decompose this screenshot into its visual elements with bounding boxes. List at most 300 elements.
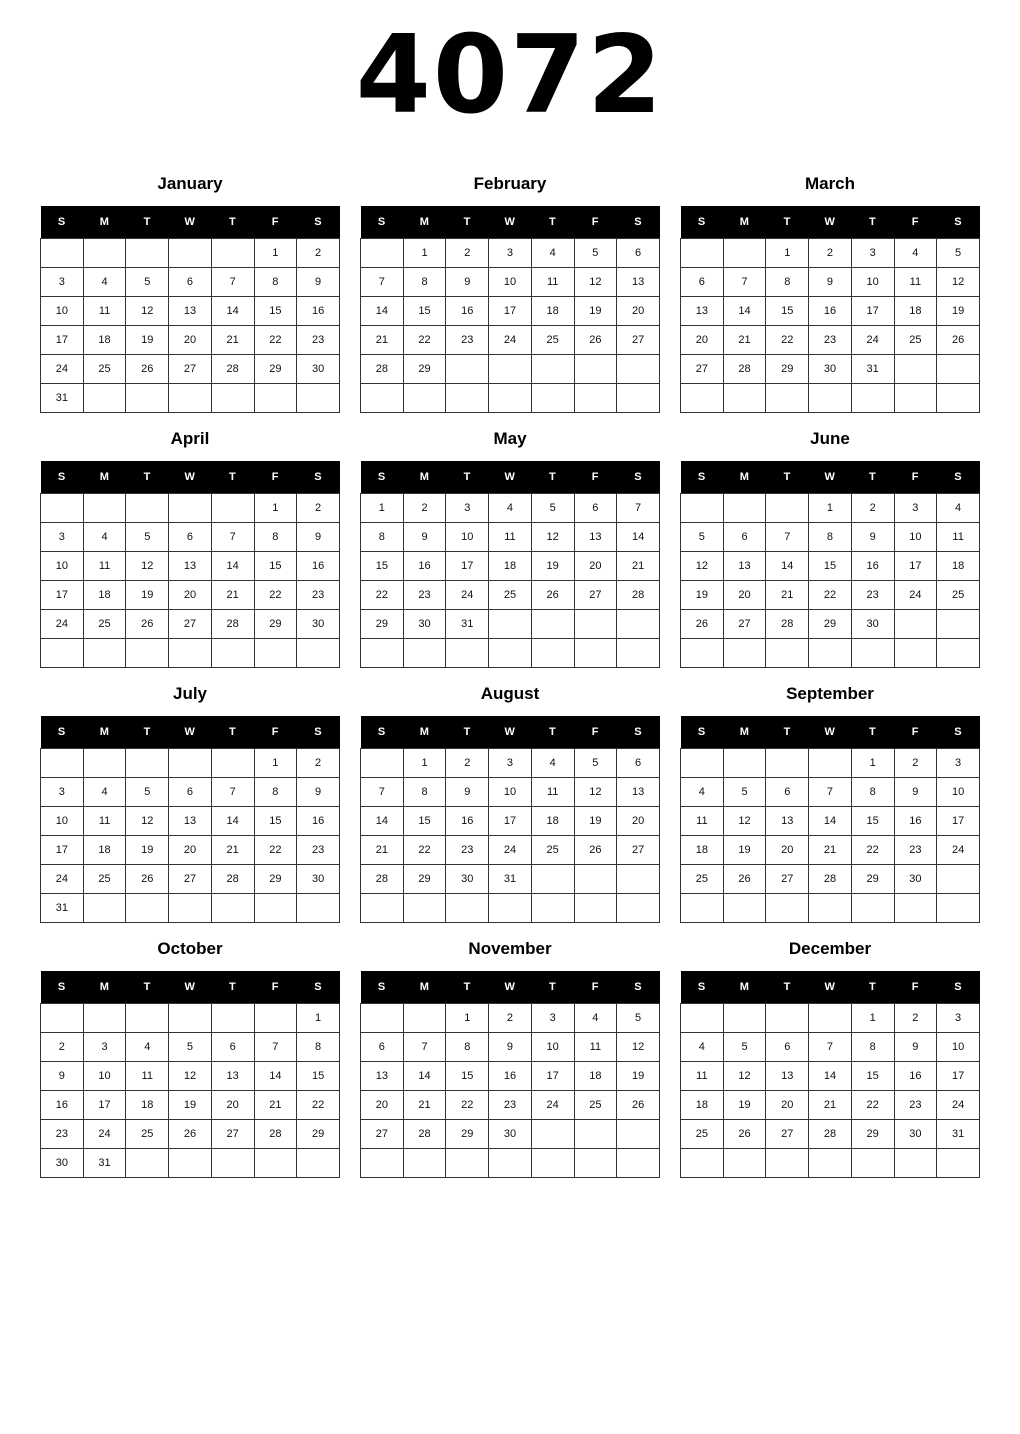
day-cell[interactable]: 4	[83, 268, 126, 297]
day-cell[interactable]: 16	[894, 807, 937, 836]
day-cell[interactable]: 31	[489, 865, 532, 894]
day-cell[interactable]: 17	[41, 836, 84, 865]
day-cell[interactable]: 19	[126, 581, 169, 610]
day-cell[interactable]: 11	[681, 1062, 724, 1091]
day-cell[interactable]: 6	[361, 1033, 404, 1062]
day-cell[interactable]: 3	[489, 749, 532, 778]
day-cell[interactable]: 20	[617, 297, 660, 326]
day-cell[interactable]: 5	[681, 523, 724, 552]
day-cell[interactable]: 6	[617, 239, 660, 268]
day-cell[interactable]: 3	[41, 268, 84, 297]
day-cell[interactable]: 12	[723, 807, 766, 836]
day-cell[interactable]: 7	[361, 778, 404, 807]
day-cell[interactable]: 12	[681, 552, 724, 581]
day-cell[interactable]: 5	[126, 778, 169, 807]
day-cell[interactable]: 30	[297, 610, 340, 639]
day-cell[interactable]: 12	[126, 552, 169, 581]
day-cell[interactable]: 1	[851, 749, 894, 778]
day-cell[interactable]: 13	[766, 1062, 809, 1091]
day-cell[interactable]: 4	[894, 239, 937, 268]
day-cell[interactable]: 31	[446, 610, 489, 639]
day-cell[interactable]: 17	[446, 552, 489, 581]
day-cell[interactable]: 26	[531, 581, 574, 610]
day-cell[interactable]: 2	[297, 494, 340, 523]
day-cell[interactable]: 4	[681, 1033, 724, 1062]
day-cell[interactable]: 24	[41, 355, 84, 384]
day-cell[interactable]: 13	[169, 297, 212, 326]
day-cell[interactable]: 19	[723, 1091, 766, 1120]
day-cell[interactable]: 5	[126, 268, 169, 297]
day-cell[interactable]: 11	[531, 778, 574, 807]
day-cell[interactable]: 2	[403, 494, 446, 523]
day-cell[interactable]: 26	[617, 1091, 660, 1120]
day-cell[interactable]: 31	[83, 1149, 126, 1178]
day-cell[interactable]: 9	[489, 1033, 532, 1062]
day-cell[interactable]: 15	[403, 297, 446, 326]
day-cell[interactable]: 12	[531, 523, 574, 552]
day-cell[interactable]: 11	[126, 1062, 169, 1091]
day-cell[interactable]: 30	[851, 610, 894, 639]
day-cell[interactable]: 23	[297, 581, 340, 610]
day-cell[interactable]: 18	[126, 1091, 169, 1120]
day-cell[interactable]: 19	[937, 297, 980, 326]
day-cell[interactable]: 14	[723, 297, 766, 326]
day-cell[interactable]: 11	[83, 297, 126, 326]
day-cell[interactable]: 8	[361, 523, 404, 552]
day-cell[interactable]: 3	[937, 749, 980, 778]
day-cell[interactable]: 28	[211, 865, 254, 894]
day-cell[interactable]: 18	[83, 326, 126, 355]
day-cell[interactable]: 10	[894, 523, 937, 552]
day-cell[interactable]: 16	[851, 552, 894, 581]
day-cell[interactable]: 1	[297, 1004, 340, 1033]
day-cell[interactable]: 3	[489, 239, 532, 268]
day-cell[interactable]: 26	[723, 865, 766, 894]
day-cell[interactable]: 21	[809, 836, 852, 865]
day-cell[interactable]: 25	[531, 836, 574, 865]
day-cell[interactable]: 27	[574, 581, 617, 610]
day-cell[interactable]: 24	[894, 581, 937, 610]
day-cell[interactable]: 19	[574, 807, 617, 836]
day-cell[interactable]: 3	[531, 1004, 574, 1033]
day-cell[interactable]: 6	[169, 268, 212, 297]
day-cell[interactable]: 5	[937, 239, 980, 268]
day-cell[interactable]: 14	[211, 807, 254, 836]
day-cell[interactable]: 14	[403, 1062, 446, 1091]
day-cell[interactable]: 31	[41, 894, 84, 923]
day-cell[interactable]: 6	[211, 1033, 254, 1062]
day-cell[interactable]: 10	[83, 1062, 126, 1091]
day-cell[interactable]: 4	[681, 778, 724, 807]
day-cell[interactable]: 16	[446, 297, 489, 326]
day-cell[interactable]: 9	[41, 1062, 84, 1091]
day-cell[interactable]: 27	[169, 355, 212, 384]
day-cell[interactable]: 20	[723, 581, 766, 610]
day-cell[interactable]: 29	[361, 610, 404, 639]
day-cell[interactable]: 18	[83, 581, 126, 610]
day-cell[interactable]: 6	[766, 778, 809, 807]
day-cell[interactable]: 25	[126, 1120, 169, 1149]
day-cell[interactable]: 19	[723, 836, 766, 865]
day-cell[interactable]: 23	[403, 581, 446, 610]
day-cell[interactable]: 2	[446, 749, 489, 778]
day-cell[interactable]: 24	[489, 326, 532, 355]
day-cell[interactable]: 13	[211, 1062, 254, 1091]
day-cell[interactable]: 14	[211, 297, 254, 326]
day-cell[interactable]: 29	[254, 865, 297, 894]
day-cell[interactable]: 22	[446, 1091, 489, 1120]
day-cell[interactable]: 16	[297, 552, 340, 581]
day-cell[interactable]: 6	[681, 268, 724, 297]
day-cell[interactable]: 1	[254, 239, 297, 268]
day-cell[interactable]: 18	[574, 1062, 617, 1091]
day-cell[interactable]: 21	[617, 552, 660, 581]
day-cell[interactable]: 5	[574, 239, 617, 268]
day-cell[interactable]: 30	[297, 865, 340, 894]
day-cell[interactable]: 20	[574, 552, 617, 581]
day-cell[interactable]: 13	[169, 807, 212, 836]
day-cell[interactable]: 13	[361, 1062, 404, 1091]
day-cell[interactable]: 26	[574, 836, 617, 865]
day-cell[interactable]: 11	[489, 523, 532, 552]
day-cell[interactable]: 31	[41, 384, 84, 413]
day-cell[interactable]: 26	[937, 326, 980, 355]
day-cell[interactable]: 9	[446, 268, 489, 297]
day-cell[interactable]: 1	[361, 494, 404, 523]
day-cell[interactable]: 8	[297, 1033, 340, 1062]
day-cell[interactable]: 8	[403, 268, 446, 297]
day-cell[interactable]: 28	[211, 610, 254, 639]
day-cell[interactable]: 4	[489, 494, 532, 523]
day-cell[interactable]: 19	[126, 836, 169, 865]
day-cell[interactable]: 12	[126, 807, 169, 836]
day-cell[interactable]: 9	[894, 1033, 937, 1062]
day-cell[interactable]: 10	[41, 807, 84, 836]
day-cell[interactable]: 22	[254, 581, 297, 610]
day-cell[interactable]: 28	[211, 355, 254, 384]
day-cell[interactable]: 29	[254, 355, 297, 384]
day-cell[interactable]: 1	[851, 1004, 894, 1033]
day-cell[interactable]: 1	[403, 239, 446, 268]
day-cell[interactable]: 14	[766, 552, 809, 581]
day-cell[interactable]: 14	[617, 523, 660, 552]
day-cell[interactable]: 6	[169, 523, 212, 552]
day-cell[interactable]: 24	[41, 865, 84, 894]
day-cell[interactable]: 31	[937, 1120, 980, 1149]
day-cell[interactable]: 28	[766, 610, 809, 639]
day-cell[interactable]: 27	[766, 865, 809, 894]
day-cell[interactable]: 28	[723, 355, 766, 384]
day-cell[interactable]: 11	[83, 552, 126, 581]
day-cell[interactable]: 22	[851, 1091, 894, 1120]
day-cell[interactable]: 8	[851, 778, 894, 807]
day-cell[interactable]: 15	[851, 807, 894, 836]
day-cell[interactable]: 7	[361, 268, 404, 297]
day-cell[interactable]: 30	[894, 865, 937, 894]
day-cell[interactable]: 24	[937, 1091, 980, 1120]
day-cell[interactable]: 17	[83, 1091, 126, 1120]
day-cell[interactable]: 20	[211, 1091, 254, 1120]
day-cell[interactable]: 15	[297, 1062, 340, 1091]
day-cell[interactable]: 18	[489, 552, 532, 581]
day-cell[interactable]: 17	[851, 297, 894, 326]
day-cell[interactable]: 24	[851, 326, 894, 355]
day-cell[interactable]: 11	[83, 807, 126, 836]
day-cell[interactable]: 24	[41, 610, 84, 639]
day-cell[interactable]: 24	[446, 581, 489, 610]
day-cell[interactable]: 29	[851, 1120, 894, 1149]
day-cell[interactable]: 30	[297, 355, 340, 384]
day-cell[interactable]: 1	[254, 494, 297, 523]
day-cell[interactable]: 2	[446, 239, 489, 268]
day-cell[interactable]: 23	[809, 326, 852, 355]
day-cell[interactable]: 3	[83, 1033, 126, 1062]
day-cell[interactable]: 10	[489, 778, 532, 807]
day-cell[interactable]: 26	[126, 610, 169, 639]
day-cell[interactable]: 23	[446, 836, 489, 865]
day-cell[interactable]: 17	[894, 552, 937, 581]
day-cell[interactable]: 8	[254, 523, 297, 552]
day-cell[interactable]: 18	[894, 297, 937, 326]
day-cell[interactable]: 19	[531, 552, 574, 581]
day-cell[interactable]: 30	[403, 610, 446, 639]
day-cell[interactable]: 14	[254, 1062, 297, 1091]
day-cell[interactable]: 29	[809, 610, 852, 639]
day-cell[interactable]: 9	[297, 778, 340, 807]
day-cell[interactable]: 9	[894, 778, 937, 807]
day-cell[interactable]: 15	[403, 807, 446, 836]
day-cell[interactable]: 5	[126, 523, 169, 552]
day-cell[interactable]: 6	[574, 494, 617, 523]
day-cell[interactable]: 5	[169, 1033, 212, 1062]
day-cell[interactable]: 1	[254, 749, 297, 778]
day-cell[interactable]: 7	[617, 494, 660, 523]
day-cell[interactable]: 26	[681, 610, 724, 639]
day-cell[interactable]: 10	[489, 268, 532, 297]
day-cell[interactable]: 22	[254, 836, 297, 865]
day-cell[interactable]: 28	[403, 1120, 446, 1149]
day-cell[interactable]: 13	[723, 552, 766, 581]
day-cell[interactable]: 16	[894, 1062, 937, 1091]
day-cell[interactable]: 30	[489, 1120, 532, 1149]
day-cell[interactable]: 13	[169, 552, 212, 581]
day-cell[interactable]: 11	[681, 807, 724, 836]
day-cell[interactable]: 10	[41, 552, 84, 581]
day-cell[interactable]: 27	[681, 355, 724, 384]
day-cell[interactable]: 11	[574, 1033, 617, 1062]
day-cell[interactable]: 18	[681, 836, 724, 865]
day-cell[interactable]: 6	[617, 749, 660, 778]
day-cell[interactable]: 16	[489, 1062, 532, 1091]
day-cell[interactable]: 16	[809, 297, 852, 326]
day-cell[interactable]: 17	[531, 1062, 574, 1091]
day-cell[interactable]: 4	[574, 1004, 617, 1033]
day-cell[interactable]: 21	[809, 1091, 852, 1120]
day-cell[interactable]: 29	[766, 355, 809, 384]
day-cell[interactable]: 5	[723, 778, 766, 807]
day-cell[interactable]: 12	[169, 1062, 212, 1091]
day-cell[interactable]: 9	[297, 523, 340, 552]
day-cell[interactable]: 14	[809, 1062, 852, 1091]
day-cell[interactable]: 19	[574, 297, 617, 326]
day-cell[interactable]: 28	[254, 1120, 297, 1149]
day-cell[interactable]: 18	[83, 836, 126, 865]
day-cell[interactable]: 30	[446, 865, 489, 894]
day-cell[interactable]: 29	[297, 1120, 340, 1149]
day-cell[interactable]: 7	[403, 1033, 446, 1062]
day-cell[interactable]: 28	[361, 865, 404, 894]
day-cell[interactable]: 21	[361, 326, 404, 355]
day-cell[interactable]: 10	[41, 297, 84, 326]
day-cell[interactable]: 27	[723, 610, 766, 639]
day-cell[interactable]: 11	[531, 268, 574, 297]
day-cell[interactable]: 25	[681, 1120, 724, 1149]
day-cell[interactable]: 27	[169, 610, 212, 639]
day-cell[interactable]: 24	[489, 836, 532, 865]
day-cell[interactable]: 7	[766, 523, 809, 552]
day-cell[interactable]: 25	[937, 581, 980, 610]
day-cell[interactable]: 20	[169, 836, 212, 865]
day-cell[interactable]: 18	[531, 297, 574, 326]
day-cell[interactable]: 8	[766, 268, 809, 297]
day-cell[interactable]: 4	[83, 778, 126, 807]
day-cell[interactable]: 12	[574, 268, 617, 297]
day-cell[interactable]: 3	[894, 494, 937, 523]
day-cell[interactable]: 26	[169, 1120, 212, 1149]
day-cell[interactable]: 18	[937, 552, 980, 581]
day-cell[interactable]: 5	[723, 1033, 766, 1062]
day-cell[interactable]: 12	[617, 1033, 660, 1062]
day-cell[interactable]: 1	[766, 239, 809, 268]
day-cell[interactable]: 20	[169, 326, 212, 355]
day-cell[interactable]: 17	[489, 297, 532, 326]
day-cell[interactable]: 22	[254, 326, 297, 355]
day-cell[interactable]: 29	[403, 865, 446, 894]
day-cell[interactable]: 28	[809, 1120, 852, 1149]
day-cell[interactable]: 27	[617, 836, 660, 865]
day-cell[interactable]: 28	[361, 355, 404, 384]
day-cell[interactable]: 13	[617, 778, 660, 807]
day-cell[interactable]: 21	[211, 836, 254, 865]
day-cell[interactable]: 2	[297, 239, 340, 268]
day-cell[interactable]: 28	[617, 581, 660, 610]
day-cell[interactable]: 15	[361, 552, 404, 581]
day-cell[interactable]: 24	[937, 836, 980, 865]
day-cell[interactable]: 15	[254, 807, 297, 836]
day-cell[interactable]: 23	[297, 326, 340, 355]
day-cell[interactable]: 20	[617, 807, 660, 836]
day-cell[interactable]: 22	[766, 326, 809, 355]
day-cell[interactable]: 10	[937, 778, 980, 807]
day-cell[interactable]: 12	[723, 1062, 766, 1091]
day-cell[interactable]: 6	[723, 523, 766, 552]
day-cell[interactable]: 18	[681, 1091, 724, 1120]
day-cell[interactable]: 12	[126, 297, 169, 326]
day-cell[interactable]: 15	[254, 297, 297, 326]
day-cell[interactable]: 31	[851, 355, 894, 384]
day-cell[interactable]: 21	[254, 1091, 297, 1120]
day-cell[interactable]: 16	[297, 807, 340, 836]
day-cell[interactable]: 4	[531, 749, 574, 778]
day-cell[interactable]: 26	[126, 355, 169, 384]
day-cell[interactable]: 5	[574, 749, 617, 778]
day-cell[interactable]: 16	[41, 1091, 84, 1120]
day-cell[interactable]: 29	[446, 1120, 489, 1149]
day-cell[interactable]: 23	[489, 1091, 532, 1120]
day-cell[interactable]: 3	[41, 778, 84, 807]
day-cell[interactable]: 17	[937, 807, 980, 836]
day-cell[interactable]: 20	[169, 581, 212, 610]
day-cell[interactable]: 13	[681, 297, 724, 326]
day-cell[interactable]: 22	[809, 581, 852, 610]
day-cell[interactable]: 16	[297, 297, 340, 326]
day-cell[interactable]: 15	[254, 552, 297, 581]
day-cell[interactable]: 10	[446, 523, 489, 552]
day-cell[interactable]: 14	[211, 552, 254, 581]
day-cell[interactable]: 4	[126, 1033, 169, 1062]
day-cell[interactable]: 2	[809, 239, 852, 268]
day-cell[interactable]: 30	[894, 1120, 937, 1149]
day-cell[interactable]: 2	[894, 1004, 937, 1033]
day-cell[interactable]: 21	[723, 326, 766, 355]
day-cell[interactable]: 17	[937, 1062, 980, 1091]
day-cell[interactable]: 3	[41, 523, 84, 552]
day-cell[interactable]: 15	[809, 552, 852, 581]
day-cell[interactable]: 21	[766, 581, 809, 610]
day-cell[interactable]: 9	[851, 523, 894, 552]
day-cell[interactable]: 27	[211, 1120, 254, 1149]
day-cell[interactable]: 26	[126, 865, 169, 894]
day-cell[interactable]: 23	[446, 326, 489, 355]
day-cell[interactable]: 30	[809, 355, 852, 384]
day-cell[interactable]: 22	[851, 836, 894, 865]
day-cell[interactable]: 8	[851, 1033, 894, 1062]
day-cell[interactable]: 9	[446, 778, 489, 807]
day-cell[interactable]: 11	[894, 268, 937, 297]
day-cell[interactable]: 16	[446, 807, 489, 836]
day-cell[interactable]: 26	[723, 1120, 766, 1149]
day-cell[interactable]: 21	[403, 1091, 446, 1120]
day-cell[interactable]: 14	[809, 807, 852, 836]
day-cell[interactable]: 7	[809, 1033, 852, 1062]
day-cell[interactable]: 2	[41, 1033, 84, 1062]
day-cell[interactable]: 25	[489, 581, 532, 610]
day-cell[interactable]: 4	[83, 523, 126, 552]
day-cell[interactable]: 8	[809, 523, 852, 552]
day-cell[interactable]: 15	[851, 1062, 894, 1091]
day-cell[interactable]: 15	[446, 1062, 489, 1091]
day-cell[interactable]: 25	[574, 1091, 617, 1120]
day-cell[interactable]: 27	[617, 326, 660, 355]
day-cell[interactable]: 22	[361, 581, 404, 610]
day-cell[interactable]: 7	[211, 778, 254, 807]
day-cell[interactable]: 21	[211, 581, 254, 610]
day-cell[interactable]: 23	[894, 1091, 937, 1120]
day-cell[interactable]: 23	[851, 581, 894, 610]
day-cell[interactable]: 23	[297, 836, 340, 865]
day-cell[interactable]: 16	[403, 552, 446, 581]
day-cell[interactable]: 19	[126, 326, 169, 355]
day-cell[interactable]: 19	[617, 1062, 660, 1091]
day-cell[interactable]: 8	[403, 778, 446, 807]
day-cell[interactable]: 1	[403, 749, 446, 778]
day-cell[interactable]: 12	[574, 778, 617, 807]
day-cell[interactable]: 15	[766, 297, 809, 326]
day-cell[interactable]: 25	[83, 355, 126, 384]
day-cell[interactable]: 7	[254, 1033, 297, 1062]
day-cell[interactable]: 5	[617, 1004, 660, 1033]
day-cell[interactable]: 2	[894, 749, 937, 778]
